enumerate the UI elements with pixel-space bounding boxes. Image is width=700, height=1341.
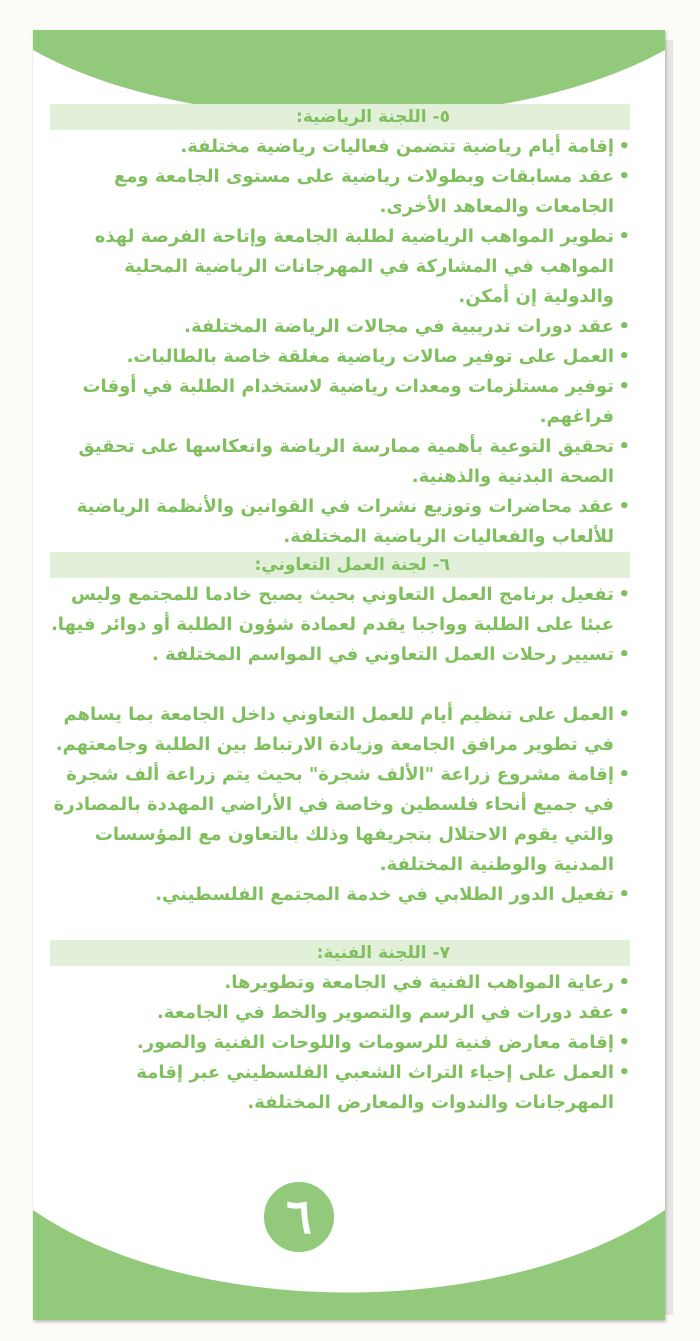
list-item: • تحقيق التوعية بأهمية ممارسة الرياضة وانعكاسها على تحقيق الصحة البدنية والذهنية. bbox=[50, 432, 630, 492]
sports-committee-list bbox=[50, 132, 630, 552]
list-item: • عقد مسابقات وبطولات رياضية على مستوى الجامعة ومع الجامعات والمعاهد الأخرى. bbox=[50, 162, 630, 222]
section-heading-arts: ٧- اللجنة الفنية: bbox=[50, 940, 630, 966]
spacer bbox=[50, 670, 630, 700]
list-item: • عقد دورات في الرسم والتصوير والخط في الجامعة. bbox=[50, 998, 630, 1028]
cooperative-committee-list bbox=[50, 580, 630, 670]
list-item: • رعاية المواهب الفنية في الجامعة وتطويرها. bbox=[50, 968, 630, 998]
list-item: • العمل على إحياء التراث الشعبي الفلسطيني عبر إقامة المهرجانات والندوات والمعارض المختلفة. bbox=[50, 1058, 630, 1118]
list-item: • العمل على تنظيم أيام للعمل التعاوني داخل الجامعة بما يساهم في تطوير مرافق الجامعة وزيادة الارتباط بين الطلبة وجامعتهم. bbox=[50, 700, 630, 760]
list-item: • إقامة أيام رياضية تتضمن فعاليات رياضية مختلفة. bbox=[50, 132, 630, 162]
list-item: • إقامة معارض فنية للرسومات واللوحات الفنية والصور. bbox=[50, 1028, 630, 1058]
page-number: ٦ bbox=[260, 1178, 338, 1256]
list-item: • تطوير المواهب الرياضية لطلبة الجامعة وإتاحة الفرصة لهذه المواهب في المشاركة في المهرجانات الرياضية المحلية والدولية إن أمكن. bbox=[50, 222, 630, 312]
bottom-wave-decoration bbox=[33, 1170, 665, 1320]
list-item: • العمل على توفير صالات رياضية مغلقة خاصة بالطالبات. bbox=[50, 342, 630, 372]
document-body bbox=[50, 104, 630, 1118]
list-item: • عقد دورات تدريبية في مجالات الرياضة المختلفة. bbox=[50, 312, 630, 342]
list-item: • توفير مستلزمات ومعدات رياضية لاستخدام الطلبة في أوقات فراغهم. bbox=[50, 372, 630, 432]
list-item: • إقامة مشروع زراعة "الألف شجرة" بحيث يتم زراعة ألف شجرة في جميع أنحاء فلسطين وخاصة في الأراضي المهددة بالمصادرة والتي يقوم الاحتلال بتجريفها وذلك بالتعاون مع المؤسسات المدنية والوطنية المختلفة. bbox=[50, 760, 630, 880]
list-item: • تفعيل برنامج العمل التعاوني بحيث يصبح خادما للمجتمع وليس عبئا على الطلبة وواجبا يقدم لعمادة شؤون الطلبة أو دوائر فيها. bbox=[50, 580, 630, 640]
section-heading-cooperative: ٦- لجنة العمل التعاوني: bbox=[50, 552, 630, 578]
list-item: • تسيير رحلات العمل التعاوني في المواسم المختلفة . bbox=[50, 640, 630, 670]
spacer bbox=[50, 910, 630, 940]
list-item: • عقد محاضرات وتوزيع نشرات في القوانين والأنظمة الرياضية للألعاب والفعاليات الرياضية المختلفة. bbox=[50, 492, 630, 552]
list-item: • تفعيل الدور الطلابي في خدمة المجتمع الفلسطيني. bbox=[50, 880, 630, 910]
section-heading-sports: ٥- اللجنة الرياضية: bbox=[50, 104, 630, 130]
cooperative-committee-list-continued bbox=[50, 700, 630, 910]
arts-committee-list bbox=[50, 968, 630, 1118]
